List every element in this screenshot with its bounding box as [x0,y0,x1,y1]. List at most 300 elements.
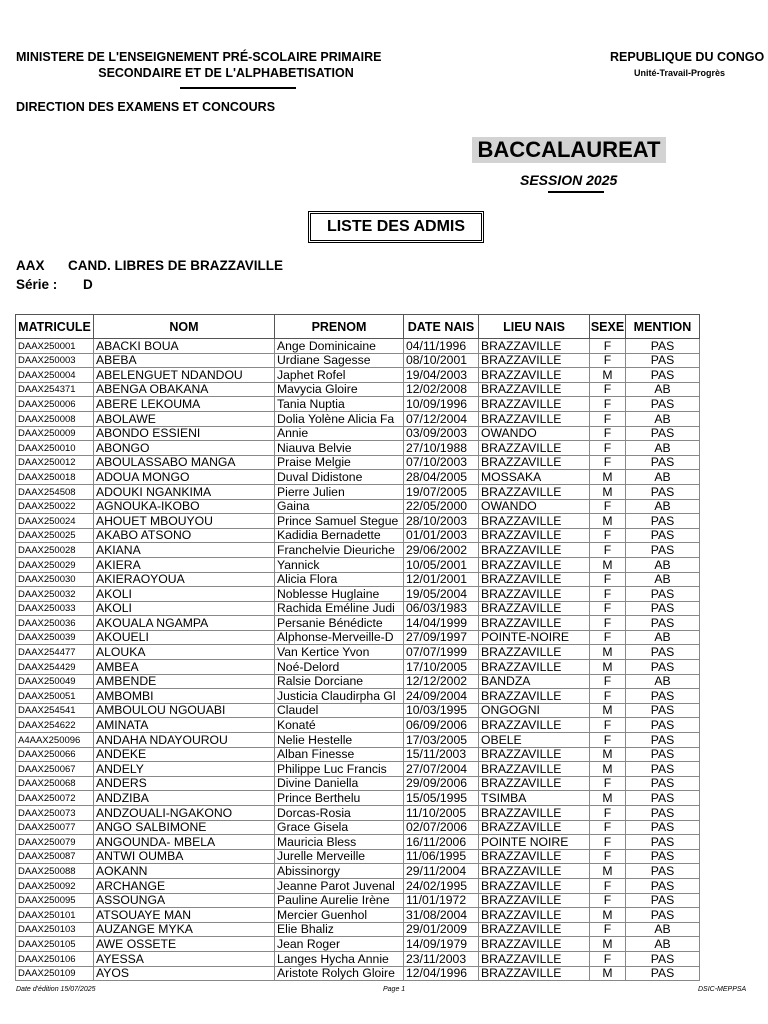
cell-sexe: F [590,806,626,821]
cell-nom: AKOUELI [94,630,275,645]
cell-mention: PAS [626,660,700,675]
cell-mention: AB [626,499,700,514]
table-row [16,514,700,529]
cell-mention: PAS [626,455,700,470]
cell-prenom: Dolia Yolène Alicia Fa [275,411,404,426]
cell-nom: AMBOMBI [94,689,275,704]
table-row [16,820,700,835]
cell-nom: ABACKI BOUA [94,339,275,354]
cell-sexe: F [590,689,626,704]
edition-date: Date d'édition 15/07/2025 [16,986,96,993]
cell-nom: ANGOUNDA- MBELA [94,835,275,850]
cell-prenom: Grace Gisela [275,820,404,835]
cell-nom: AMBENDE [94,674,275,689]
cell-mention: PAS [626,776,700,791]
cell-date-nais: 12/12/2002 [404,674,479,689]
cell-prenom: Jurelle Merveille [275,849,404,864]
cell-prenom: Konaté [275,718,404,733]
table-row [16,411,700,426]
table-row [16,703,700,718]
cell-lieu-nais: BRAZZAVILLE [479,411,590,426]
table-row [16,893,700,908]
cell-nom: AMINATA [94,718,275,733]
cell-lieu-nais: ONGOGNI [479,703,590,718]
cell-prenom: Niauva Belvie [275,441,404,456]
cell-matricule: A4AAX250096 [16,733,94,748]
table-row [16,922,700,937]
cell-mention: PAS [626,893,700,908]
cell-date-nais: 24/02/1995 [404,878,479,893]
cell-date-nais: 29/06/2002 [404,543,479,558]
cell-date-nais: 17/10/2005 [404,660,479,675]
cell-prenom: Gaina [275,499,404,514]
cell-nom: AUZANGE MYKA [94,922,275,937]
cell-matricule: DAAX250006 [16,397,94,412]
cell-matricule: DAAX250003 [16,353,94,368]
column-header-nom: NOM [94,315,275,339]
cell-date-nais: 27/07/2004 [404,762,479,777]
ministry-underline [180,87,296,89]
cell-date-nais: 24/09/2004 [404,689,479,704]
cell-nom: ANDZIBA [94,791,275,806]
cell-sexe: M [590,470,626,485]
cell-date-nais: 29/11/2004 [404,864,479,879]
cell-mention: PAS [626,339,700,354]
cell-matricule: DAAX250001 [16,339,94,354]
cell-nom: AMBOULOU NGOUABI [94,703,275,718]
cell-date-nais: 01/01/2003 [404,528,479,543]
cell-nom: ABOLAWE [94,411,275,426]
column-header-lieu-nais: LIEU NAIS [479,315,590,339]
cell-sexe: M [590,703,626,718]
cell-mention: PAS [626,426,700,441]
cell-mention: PAS [626,762,700,777]
cell-date-nais: 11/10/2005 [404,806,479,821]
column-header-prenom: PRENOM [275,315,404,339]
center-code: AAX [16,258,45,273]
cell-matricule: DAAX250077 [16,820,94,835]
cell-lieu-nais: BRAZZAVILLE [479,747,590,762]
cell-mention: PAS [626,353,700,368]
cell-sexe: M [590,368,626,383]
cell-date-nais: 15/11/2003 [404,747,479,762]
cell-lieu-nais: BRAZZAVILLE [479,893,590,908]
cell-matricule: DAAX250073 [16,806,94,821]
cell-matricule: DAAX250024 [16,514,94,529]
cell-prenom: Ange Dominicaine [275,339,404,354]
cell-prenom: Mauricia Bless [275,835,404,850]
cell-mention: PAS [626,528,700,543]
table-row [16,528,700,543]
cell-mention: AB [626,922,700,937]
serie-value: D [83,277,93,292]
cell-nom: ANDAHA NDAYOUROU [94,733,275,748]
cell-matricule: DAAX254622 [16,718,94,733]
cell-nom: AHOUET MBOUYOU [94,514,275,529]
ministry-line-2: SECONDAIRE ET DE L'ALPHABETISATION [98,66,354,80]
cell-lieu-nais: POINTE-NOIRE [479,630,590,645]
cell-lieu-nais: BRAZZAVILLE [479,689,590,704]
cell-sexe: F [590,674,626,689]
cell-sexe: F [590,397,626,412]
cell-prenom: Divine Daniella [275,776,404,791]
cell-prenom: Ralsie Dorciane [275,674,404,689]
table-row [16,835,700,850]
cell-matricule: DAAX254477 [16,645,94,660]
table-row [16,587,700,602]
cell-nom: ANDEKE [94,747,275,762]
cell-sexe: F [590,878,626,893]
cell-mention: PAS [626,820,700,835]
list-title: LISTE DES ADMIS [308,211,484,243]
cell-nom: ABOULASSABO MANGA [94,455,275,470]
ministry-line-1: MINISTERE DE L'ENSEIGNEMENT PRÉ-SCOLAIRE PRIMAIRE [16,50,382,64]
cell-mention: PAS [626,601,700,616]
cell-matricule: DAAX250028 [16,543,94,558]
cell-lieu-nais: BRAZZAVILLE [479,572,590,587]
cell-lieu-nais: BRAZZAVILLE [479,601,590,616]
cell-lieu-nais: BRAZZAVILLE [479,543,590,558]
cell-matricule: DAAX250092 [16,878,94,893]
cell-matricule: DAAX250008 [16,411,94,426]
cell-date-nais: 19/05/2004 [404,587,479,602]
cell-prenom: Annie [275,426,404,441]
cell-matricule: DAAX254429 [16,660,94,675]
cell-prenom: Mavycia Gloire [275,382,404,397]
cell-date-nais: 19/04/2003 [404,368,479,383]
cell-nom: AYOS [94,966,275,981]
column-header-date-nais: DATE NAIS [404,315,479,339]
cell-date-nais: 31/08/2004 [404,908,479,923]
serie-label: Série : [16,277,58,292]
cell-lieu-nais: BRAZZAVILLE [479,645,590,660]
cell-date-nais: 27/09/1997 [404,630,479,645]
cell-mention: PAS [626,864,700,879]
cell-mention: AB [626,470,700,485]
cell-matricule: DAAX250087 [16,849,94,864]
cell-prenom: Yannick [275,557,404,572]
cell-nom: AWE OSSETE [94,937,275,952]
cell-lieu-nais: BANDZA [479,674,590,689]
cell-matricule: DAAX250051 [16,689,94,704]
cell-sexe: M [590,966,626,981]
cell-lieu-nais: BRAZZAVILLE [479,908,590,923]
cell-nom: ABERE LEKOUMA [94,397,275,412]
cell-mention: PAS [626,484,700,499]
table-row [16,733,700,748]
cell-sexe: F [590,382,626,397]
cell-matricule: DAAX250095 [16,893,94,908]
cell-nom: ABENGA OBAKANA [94,382,275,397]
cell-prenom: Praise Melgie [275,455,404,470]
cell-date-nais: 15/05/1995 [404,791,479,806]
column-header-mention: MENTION [626,315,700,339]
cell-sexe: M [590,937,626,952]
cell-matricule: DAAX250068 [16,776,94,791]
cell-lieu-nais: POINTE NOIRE [479,835,590,850]
cell-nom: ANDERS [94,776,275,791]
cell-lieu-nais: BRAZZAVILLE [479,806,590,821]
cell-lieu-nais: BRAZZAVILLE [479,397,590,412]
cell-prenom: Prince Samuel Stegue [275,514,404,529]
cell-sexe: F [590,922,626,937]
cell-mention: PAS [626,368,700,383]
cell-matricule: DAAX250105 [16,937,94,952]
cell-matricule: DAAX250009 [16,426,94,441]
cell-sexe: F [590,353,626,368]
cell-mention: PAS [626,806,700,821]
cell-matricule: DAAX250088 [16,864,94,879]
cell-nom: ALOUKA [94,645,275,660]
cell-lieu-nais: OWANDO [479,426,590,441]
cell-mention: PAS [626,849,700,864]
cell-prenom: Alphonse-Merveille-D [275,630,404,645]
cell-date-nais: 12/01/2001 [404,572,479,587]
cell-prenom: Rachida Eméline Judi [275,601,404,616]
cell-sexe: F [590,718,626,733]
cell-date-nais: 27/10/1988 [404,441,479,456]
cell-date-nais: 06/03/1983 [404,601,479,616]
cell-mention: AB [626,557,700,572]
cell-matricule: DAAX250025 [16,528,94,543]
column-header-sexe: SEXE [590,315,626,339]
cell-sexe: F [590,893,626,908]
table-row [16,806,700,821]
cell-nom: AKABO ATSONO [94,528,275,543]
cell-date-nais: 10/05/2001 [404,557,479,572]
cell-nom: ANDELY [94,762,275,777]
cell-lieu-nais: BRAZZAVILLE [479,514,590,529]
cell-matricule: DAAX250004 [16,368,94,383]
cell-sexe: F [590,849,626,864]
cell-lieu-nais: BRAZZAVILLE [479,820,590,835]
cell-date-nais: 19/07/2005 [404,484,479,499]
cell-date-nais: 23/11/2003 [404,951,479,966]
table-row [16,616,700,631]
cell-matricule: DAAX250079 [16,835,94,850]
table-row [16,718,700,733]
table-header-row [16,315,700,339]
cell-lieu-nais: BRAZZAVILLE [479,382,590,397]
cell-lieu-nais: BRAZZAVILLE [479,849,590,864]
cell-sexe: F [590,951,626,966]
cell-date-nais: 11/06/1995 [404,849,479,864]
cell-date-nais: 10/09/1996 [404,397,479,412]
table-row [16,441,700,456]
cell-matricule: DAAX250049 [16,674,94,689]
cell-prenom: Persanie Bénédicte [275,616,404,631]
cell-nom: ABEBA [94,353,275,368]
cell-mention: AB [626,937,700,952]
cell-matricule: DAAX250066 [16,747,94,762]
cell-date-nais: 29/01/2009 [404,922,479,937]
cell-prenom: Pierre Julien [275,484,404,499]
cell-prenom: Urdiane Sagesse [275,353,404,368]
cell-prenom: Noblesse Huglaine [275,587,404,602]
cell-mention: AB [626,630,700,645]
session-underline [548,191,604,193]
cell-date-nais: 07/12/2004 [404,411,479,426]
cell-sexe: F [590,528,626,543]
cell-matricule: DAAX250032 [16,587,94,602]
cell-nom: ARCHANGE [94,878,275,893]
table-row [16,966,700,981]
table-row [16,660,700,675]
cell-sexe: F [590,572,626,587]
cell-nom: ANGO SALBIMONE [94,820,275,835]
cell-matricule: DAAX250012 [16,455,94,470]
cell-lieu-nais: BRAZZAVILLE [479,484,590,499]
cell-date-nais: 10/03/1995 [404,703,479,718]
cell-nom: AOKANN [94,864,275,879]
cell-mention: PAS [626,733,700,748]
cell-prenom: Prince Berthelu [275,791,404,806]
cell-lieu-nais: BRAZZAVILLE [479,922,590,937]
cell-sexe: M [590,762,626,777]
cell-prenom: Duval Didistone [275,470,404,485]
table-row [16,484,700,499]
table-row [16,601,700,616]
cell-mention: AB [626,411,700,426]
table-row [16,382,700,397]
table-row [16,878,700,893]
cell-prenom: Langes Hycha Annie [275,951,404,966]
cell-mention: PAS [626,616,700,631]
cell-nom: ABONGO [94,441,275,456]
table-row [16,849,700,864]
cell-lieu-nais: BRAZZAVILLE [479,455,590,470]
cell-mention: PAS [626,951,700,966]
center-name: CAND. LIBRES DE BRAZZAVILLE [68,258,283,273]
cell-prenom: Claudel [275,703,404,718]
cell-nom: AKIERAOYOUA [94,572,275,587]
cell-date-nais: 17/03/2005 [404,733,479,748]
cell-matricule: DAAX254541 [16,703,94,718]
cell-sexe: F [590,499,626,514]
cell-prenom: Van Kertice Yvon [275,645,404,660]
cell-prenom: Nelie Hestelle [275,733,404,748]
table-row [16,864,700,879]
cell-sexe: F [590,776,626,791]
cell-sexe: F [590,426,626,441]
cell-mention: PAS [626,791,700,806]
cell-date-nais: 12/04/1996 [404,966,479,981]
cell-lieu-nais: BRAZZAVILLE [479,864,590,879]
cell-mention: PAS [626,908,700,923]
table-row [16,499,700,514]
cell-prenom: Jean Roger [275,937,404,952]
cell-lieu-nais: OBELE [479,733,590,748]
cell-matricule: DAAX250106 [16,951,94,966]
cell-mention: PAS [626,543,700,558]
cell-prenom: Alicia Flora [275,572,404,587]
cell-mention: AB [626,572,700,587]
cell-prenom: Mercier Guenhol [275,908,404,923]
cell-matricule: DAAX254371 [16,382,94,397]
cell-prenom: Justicia Claudirpha Gl [275,689,404,704]
cell-sexe: M [590,660,626,675]
cell-matricule: DAAX250109 [16,966,94,981]
cell-sexe: F [590,339,626,354]
cell-sexe: F [590,543,626,558]
table-row [16,908,700,923]
cell-lieu-nais: BRAZZAVILLE [479,587,590,602]
cell-lieu-nais: BRAZZAVILLE [479,368,590,383]
cell-date-nais: 07/07/1999 [404,645,479,660]
cell-mention: PAS [626,689,700,704]
cell-prenom: Alban Finesse [275,747,404,762]
cell-date-nais: 28/10/2003 [404,514,479,529]
cell-sexe: F [590,616,626,631]
cell-nom: AKIERA [94,557,275,572]
cell-date-nais: 06/09/2006 [404,718,479,733]
cell-lieu-nais: BRAZZAVILLE [479,660,590,675]
cell-date-nais: 28/04/2005 [404,470,479,485]
cell-matricule: DAAX250030 [16,572,94,587]
table-row [16,353,700,368]
cell-nom: ASSOUNGA [94,893,275,908]
cell-nom: ATSOUAYE MAN [94,908,275,923]
cell-matricule: DAAX250072 [16,791,94,806]
cell-sexe: F [590,601,626,616]
cell-lieu-nais: BRAZZAVILLE [479,528,590,543]
table-row [16,455,700,470]
cell-prenom: Abissinorgy [275,864,404,879]
cell-nom: AKOLI [94,601,275,616]
cell-mention: PAS [626,966,700,981]
table-row [16,791,700,806]
table-row [16,937,700,952]
table-row [16,776,700,791]
cell-sexe: M [590,791,626,806]
cell-nom: AYESSA [94,951,275,966]
column-header-matricule: MATRICULE [16,315,94,339]
table-row [16,630,700,645]
cell-nom: AMBEA [94,660,275,675]
table-row [16,747,700,762]
cell-sexe: F [590,733,626,748]
cell-prenom: Tania Nuptia [275,397,404,412]
cell-lieu-nais: BRAZZAVILLE [479,762,590,777]
republic-title: REPUBLIQUE DU CONGO [610,50,765,64]
cell-mention: PAS [626,514,700,529]
cell-date-nais: 29/09/2006 [404,776,479,791]
cell-nom: ANDZOUALI-NGAKONO [94,806,275,821]
direction-title: DIRECTION DES EXAMENS ET CONCOURS [16,100,276,114]
cell-prenom: Noé-Delord [275,660,404,675]
cell-sexe: M [590,645,626,660]
cell-date-nais: 14/09/1979 [404,937,479,952]
cell-lieu-nais: BRAZZAVILLE [479,951,590,966]
table-row [16,645,700,660]
table-row [16,397,700,412]
cell-prenom: Dorcas-Rosia [275,806,404,821]
cell-sexe: M [590,747,626,762]
cell-mention: AB [626,441,700,456]
cell-date-nais: 12/02/2008 [404,382,479,397]
cell-prenom: Aristote Rolych Gloire [275,966,404,981]
cell-lieu-nais: BRAZZAVILLE [479,718,590,733]
cell-lieu-nais: OWANDO [479,499,590,514]
table-row [16,762,700,777]
table-row [16,689,700,704]
cell-mention: PAS [626,747,700,762]
cell-mention: PAS [626,718,700,733]
cell-lieu-nais: TSIMBA [479,791,590,806]
cell-prenom: Elie Bhaliz [275,922,404,937]
cell-nom: ABONDO ESSIENI [94,426,275,441]
table-row [16,339,700,354]
